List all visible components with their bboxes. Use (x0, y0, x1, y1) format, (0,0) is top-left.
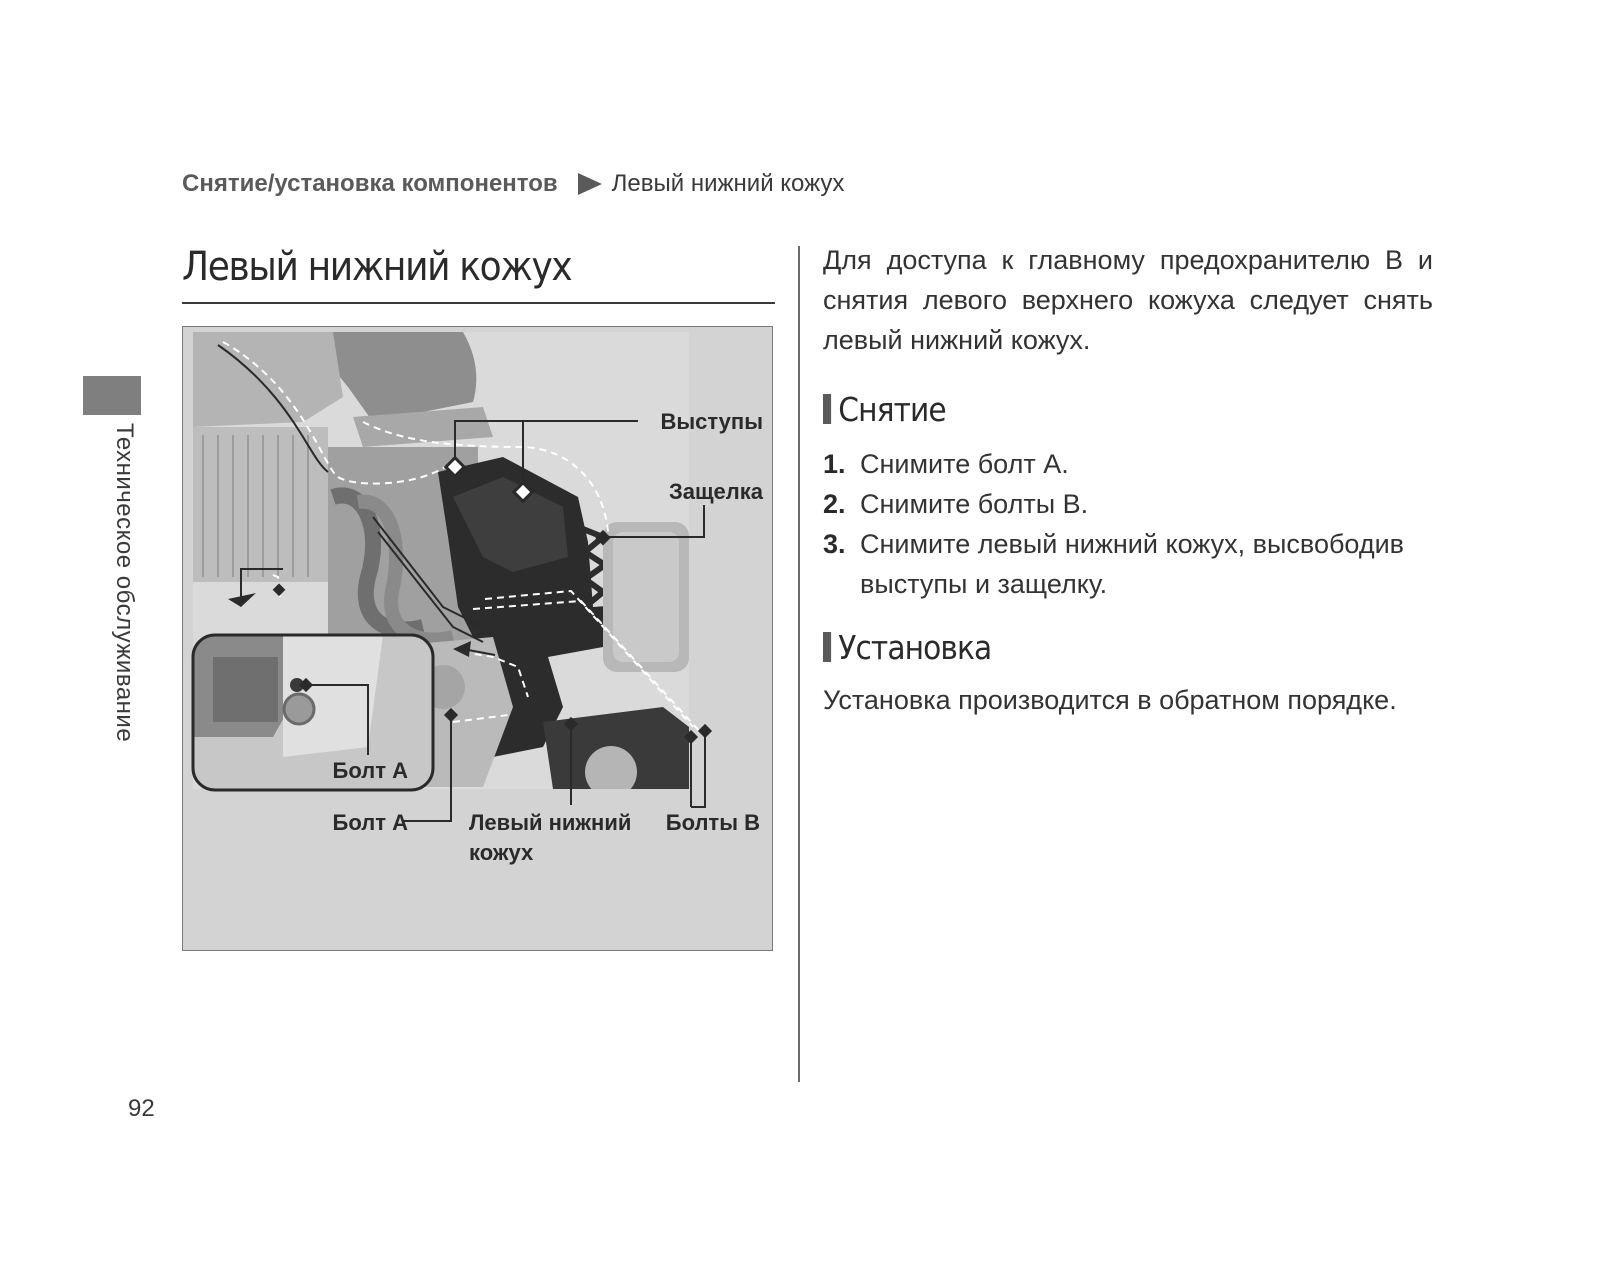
page-number: 92 (128, 1095, 155, 1122)
intro-text: Для доступа к главному предохранителю B и снятия левого верхнего кожуха следует снять левый нижний кожух. (823, 245, 1433, 355)
column-divider (798, 246, 800, 1082)
label-bolts-b: Болты B (665, 810, 760, 835)
heading-bar-icon (823, 394, 831, 424)
removal-steps (823, 444, 1433, 604)
installation-heading: Установка (823, 628, 991, 667)
page-title: Левый нижний кожух (182, 244, 572, 290)
installation-text: Установка производится в обратном порядке. (823, 685, 1397, 715)
breadcrumb (182, 170, 844, 198)
breadcrumb-current: Левый нижний кожух (611, 170, 845, 197)
title-rule (182, 302, 775, 304)
label-cover-line1: Левый нижний (469, 810, 632, 835)
step-item: 3. Снимите левый нижний кожух, высвободив выступы и защелку. (823, 529, 1405, 599)
step-item: 1. Снимите болт A. (823, 449, 1069, 479)
label-bolt-a-inset: Болт A (332, 758, 408, 783)
label-cover-line2: кожух (469, 840, 534, 865)
label-tabs: Выступы (660, 409, 763, 434)
breadcrumb-arrow-icon (578, 173, 602, 195)
motorcycle-illustration (183, 327, 774, 952)
figure-panel (182, 326, 773, 951)
removal-heading: Снятие (823, 390, 946, 429)
label-latch: Защелка (668, 479, 763, 504)
step-item: 2. Снимите болты B. (823, 489, 1089, 519)
label-bolt-a: Болт A (332, 810, 408, 835)
chapter-label: Техническое обслуживание (111, 423, 138, 743)
chapter-tab (83, 376, 141, 415)
heading-bar-icon (823, 632, 831, 662)
breadcrumb-section: Снятие/установка компонентов (182, 170, 558, 197)
